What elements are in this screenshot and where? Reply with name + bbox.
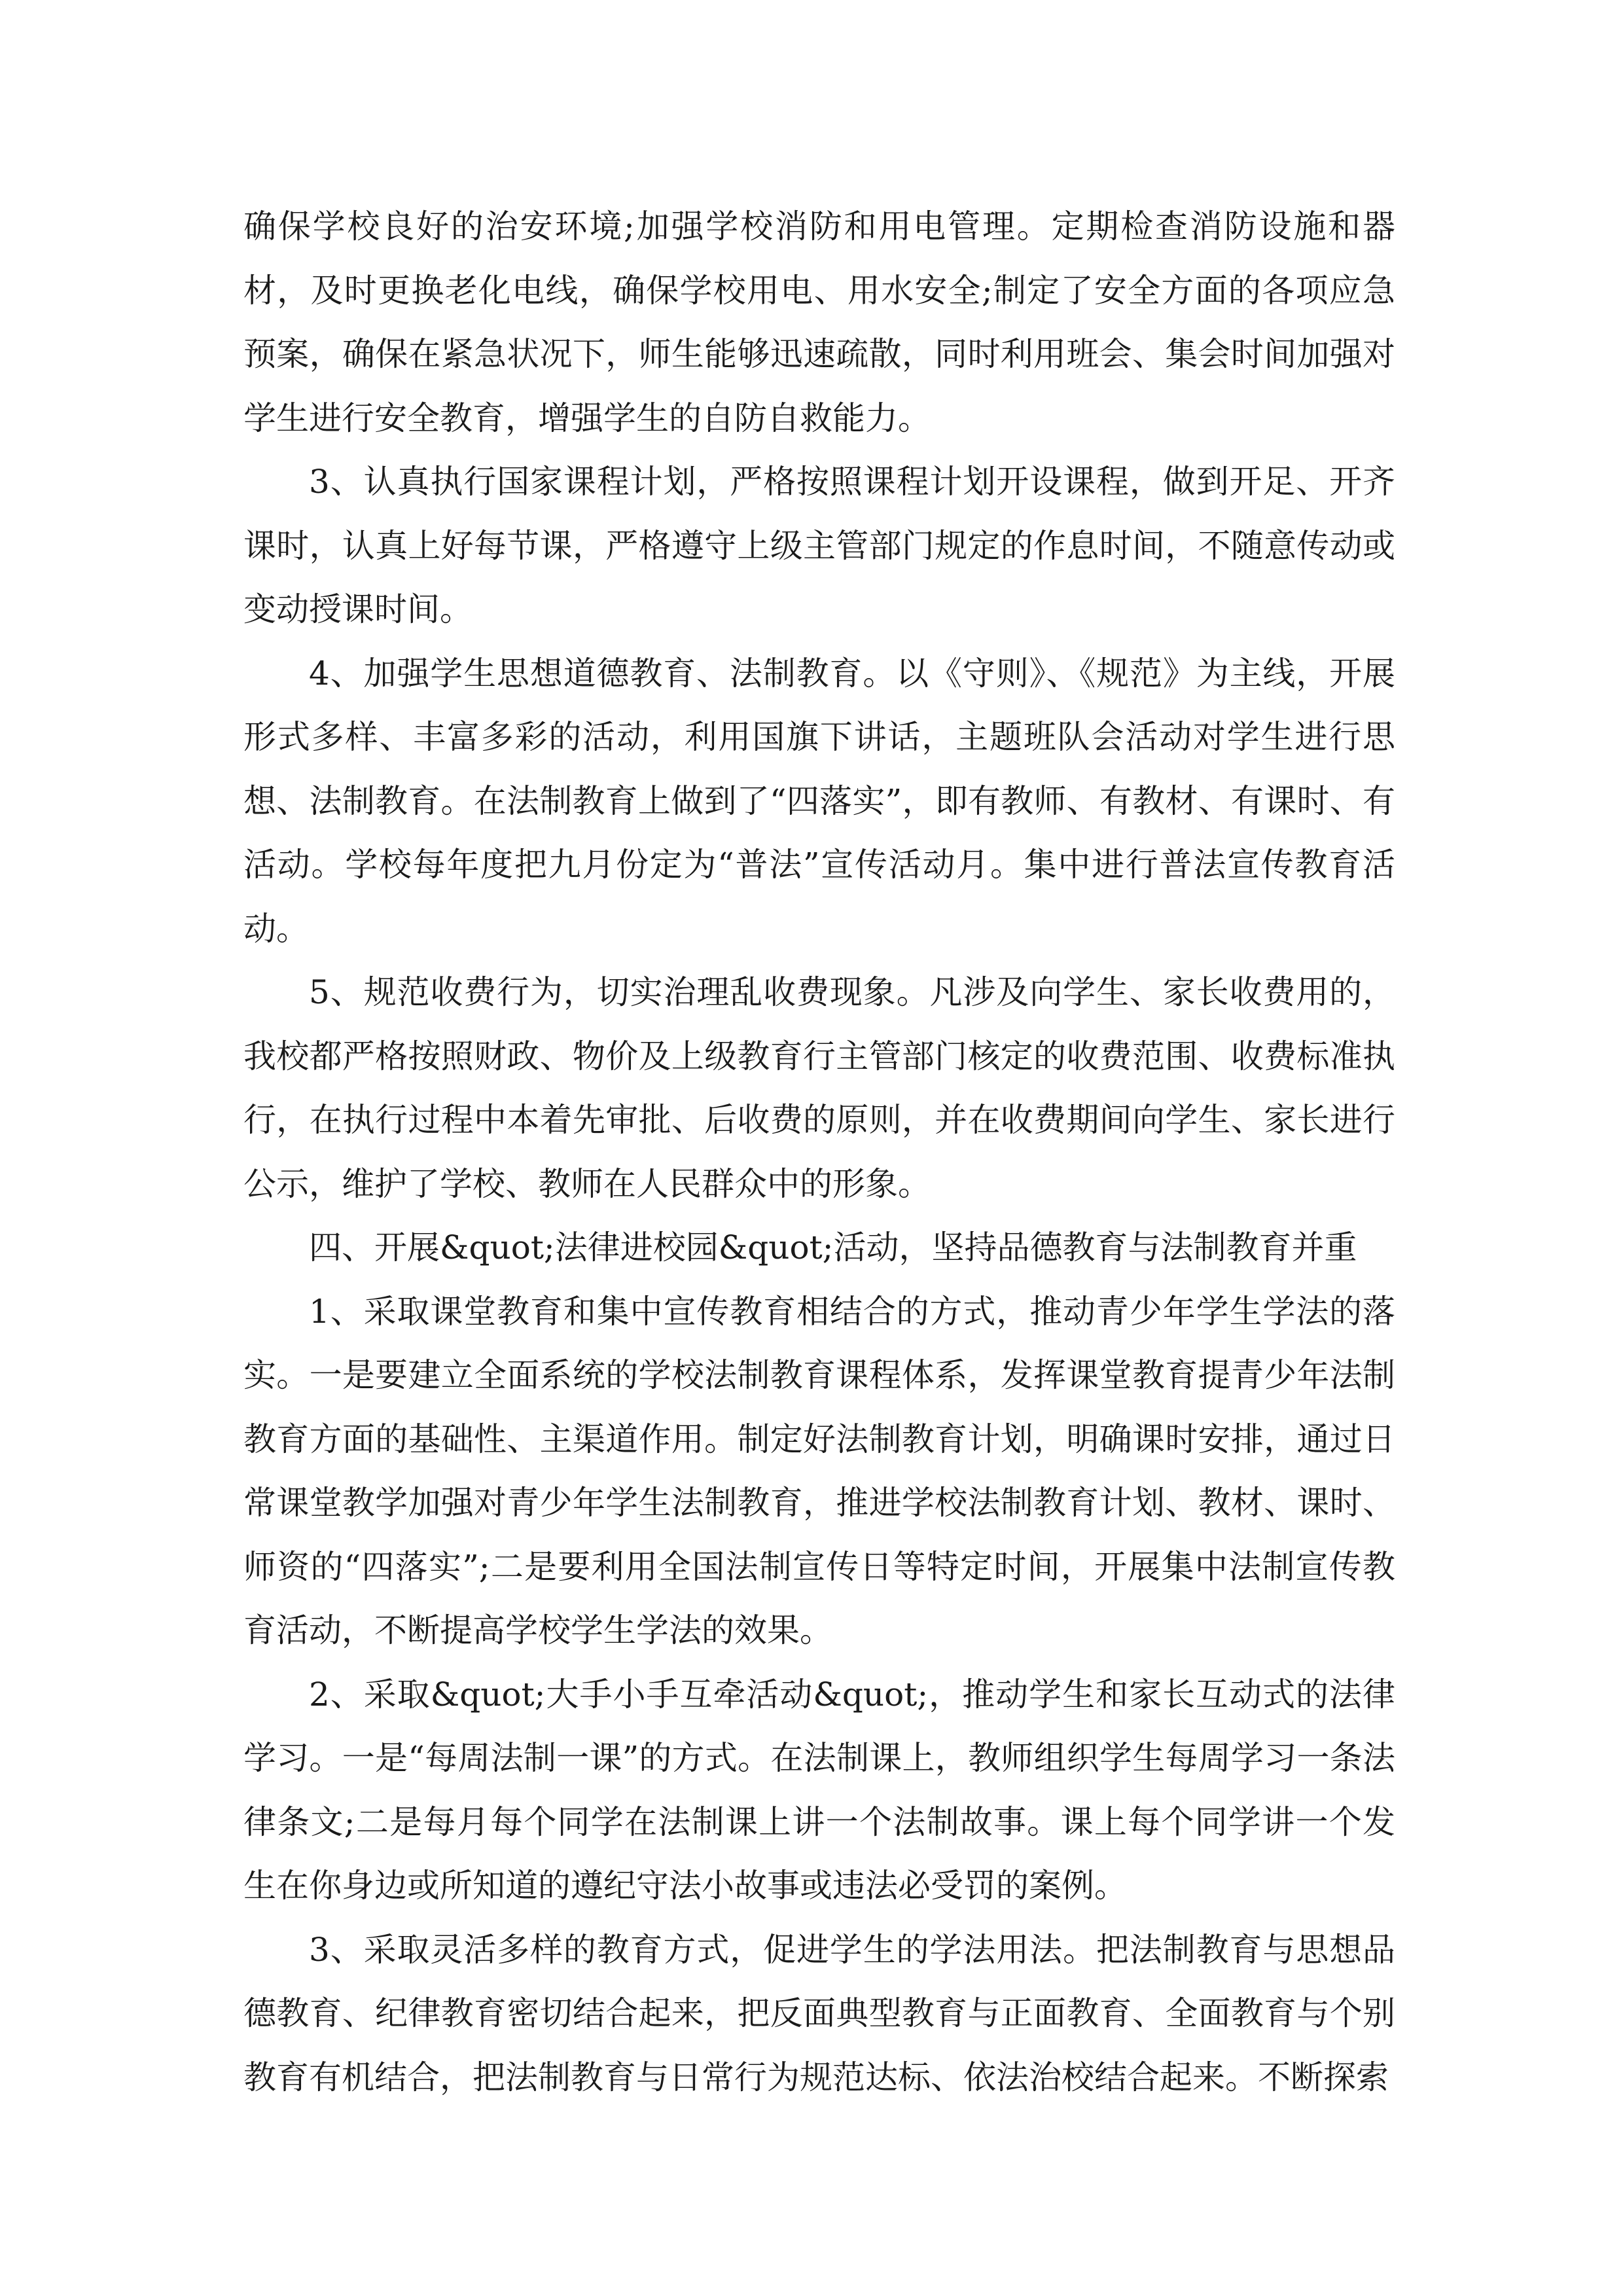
section-heading-four: 四、开展&quot;法律进校园&quot;活动，坚持品德教育与法制教育并重 xyxy=(309,1229,1357,1266)
document-body xyxy=(243,195,1395,2109)
paragraph-moral-education: 4、加强学生思想道德教育、法制教育。以《守则》、《规范》为主线，开展形式多样、丰富多彩的活动，利用国旗下讲话，主题班队会活动对学生进行思想、法制教育。在法制教育上做到了“四落实”，即有教师、有教材、有课时、有活动。学校每年度把九月份定为“普法”宣传活动月。集中进行普法宣传教育活动。 xyxy=(243,654,1395,948)
paragraph-safety-continued: 确保学校良好的治安环境;加强学校消防和用电管理。定期检查消防设施和器材，及时更换老化电线，确保学校用电、用水安全;制定了安全方面的各项应急预案，确保在紧急状况下，师生能够迅速疏散，同时利用班会、集会时间加强对学生进行安全教育，增强学生的自防自救能力。 xyxy=(243,207,1395,437)
paragraph-curriculum: 3、认真执行国家课程计划，严格按照课程计划开设课程，做到开足、开齐课时，认真上好每节课，严格遵守上级主管部门规定的作息时间，不随意传动或变动授课时间。 xyxy=(243,463,1395,628)
paragraph-parent-child: 2、采取&quot;大手小手互牵活动&quot;，推动学生和家长互动式的法律学习。一是“每周法制一课”的方式。在法制课上，教师组织学生每周学习一条法律条文;二是每月每个同学在法制课上讲一个法制故事。课上每个同学讲一个发生在你身边或所知道的遵纪守法小故事或违法必受罚的案例。 xyxy=(243,1675,1395,1905)
paragraph-classroom-education: 1、采取课堂教育和集中宣传教育相结合的方式，推动青少年学生学法的落实。一是要建立全面系统的学校法制教育课程体系，发挥课堂教育提青少年法制教育方面的基础性、主渠道作用。制定好法制教育计划，明确课时安排，通过日常课堂教学加强对青少年学生法制教育，推进学校法制教育计划、教材、课时、师资的“四落实”;二是要利用全国法制宣传日等特定时间，开展集中法制宣传教育活动，不断提高学校学生学法的效果。 xyxy=(243,1292,1395,1649)
paragraph-fees: 5、规范收费行为，切实治理乱收费现象。凡涉及向学生、家长收费用的，我校都严格按照财政、物价及上级教育行主管部门核定的收费范围、收费标准执行，在执行过程中本着先审批、后收费的原则，并在收费期间向学生、家长进行公示，维护了学校、教师在人民群众中的形象。 xyxy=(243,973,1395,1203)
paragraph-flexible-methods: 3、采取灵活多样的教育方式，促进学生的学法用法。把法制教育与思想品德教育、纪律教育密切结合起来，把反面典型教育与正面教育、全面教育与个别教育有机结合，把法制教育与日常行为规范达标、依法治校结合起来。不断探索 xyxy=(243,1930,1395,2096)
